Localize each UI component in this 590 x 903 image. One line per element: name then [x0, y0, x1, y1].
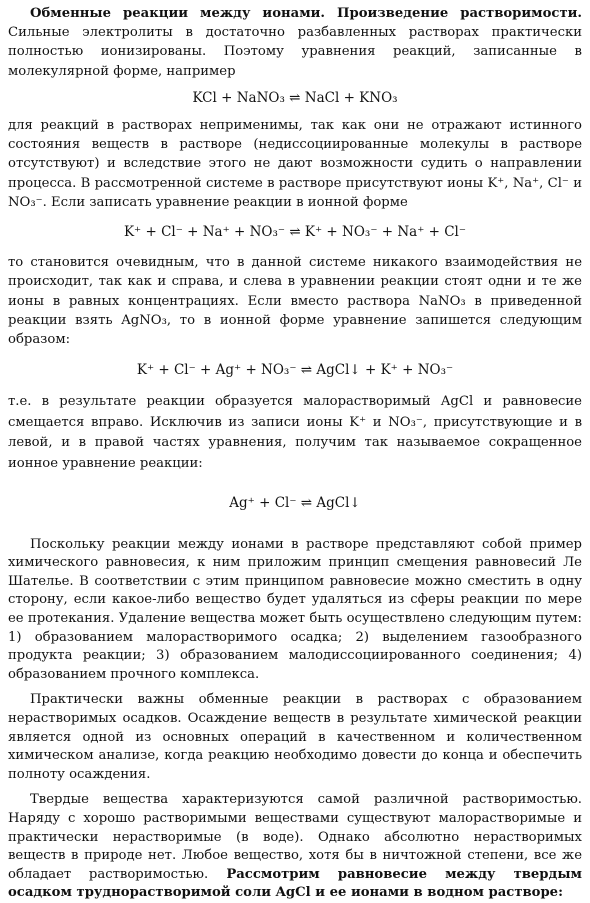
intro-paragraph — [8, 4, 582, 81]
paragraph-4: Поскольку реакции между ионами в растворе представляют собой пример химического равновесия, к ним приложим принцип смещения равновесий Ле Шателье. В соответствии с этим принципом равновесие можно сместить в одну сторону, если какое-либо вещество будет удаляться из сферы реакции по мере ее протекания. Удаление вещества может быть осуществлено следующим путем: 1) образованием малорастворимого осадка; 2) выделением газообразного продукта реакции; 3) образованием малодиссоциированного соединения; 4) образованием прочного комплекса. — [8, 536, 582, 682]
equation-molecular: KCl + NaNO₃ ⇌ NaCl + KNO₃ — [192, 89, 398, 106]
paragraph-1: для реакций в растворах неприменимы, так как они не отражают истинного состояния веществ в растворе (недиссоциированные молекулы в растворе отсутствуют) и вследствие этого не дают возможности судить о направлении процесса. В рассмотренной системе в растворе присутствуют ионы K⁺, Na⁺, Cl⁻ и NO₃⁻. Если записать уравнение реакции в ионной форме — [8, 118, 582, 210]
paragraph-6-tail: Рассмотрим равновесие между твердым осадком труднорастворимой соли AgCl и ее ионами в водном растворе: — [8, 866, 582, 901]
paragraph-2: то становится очевидным, что в данной системе никакого взаимодействия не происходит, так как и справа, и слева в уравнении реакции стоят одни и те же ионы в равных концентрациях. Если вместо раствора NaNO₃ в приведенной реакции взять AgNO₃, то в ионной форме уравнение запишется следующим образом: — [8, 255, 582, 348]
equation-ionic-full: K⁺ + Cl⁻ + Na⁺ + NO₃⁻ ⇌ K⁺ + NO₃⁻ + Na⁺ + Cl⁻ — [123, 224, 467, 241]
paragraph-3: т.е. в результате реакции образуется малорастворимый AgCl и равновесие смещается вправо. Исключив из записи ионы K⁺ и NO₃⁻, присутствующие и в левой, и в правой частях уравнения, получим так называемое сокращенное ионное уравнение реакции: — [8, 394, 582, 471]
intro-text: Сильные электролиты в достаточно разбавленных растворах практически полностью ионизированы. Поэтому уравнения реакций, записанные в молекулярной форме, например — [8, 25, 582, 79]
paragraph-6-text: Твердые вещества характеризуются самой различной растворимостью. Наряду с хорошо растворимыми веществами существуют малорастворимые и практически нерастворимые (в воде). Однако абсолютно нерастворимых веществ в природе нет. Любое вещество, хотя бы в ничтожной степени, все же обладает растворимостью. — [8, 792, 582, 882]
section-heading: Обменные реакции между ионами. Произведение растворимости. — [30, 6, 582, 21]
equation-ionic-agno3: K⁺ + Cl⁻ + Ag⁺ + NO₃⁻ ⇌ AgCl↓ + K⁺ + NO₃⁻ — [136, 362, 454, 379]
paragraph-5: Практически важны обменные реакции в растворах с образованием нерастворимых осадков. Осаждение веществ в результате химической реакции является одной из основных операций в качественном и количественном химическом анализе, когда реакцию необходимо довести до конца и обеспечить полноту осаждения. — [8, 692, 582, 782]
paragraph-6 — [8, 791, 582, 903]
equation-ionic-short: Ag⁺ + Cl⁻ ⇌ AgCl↓ — [229, 495, 361, 512]
